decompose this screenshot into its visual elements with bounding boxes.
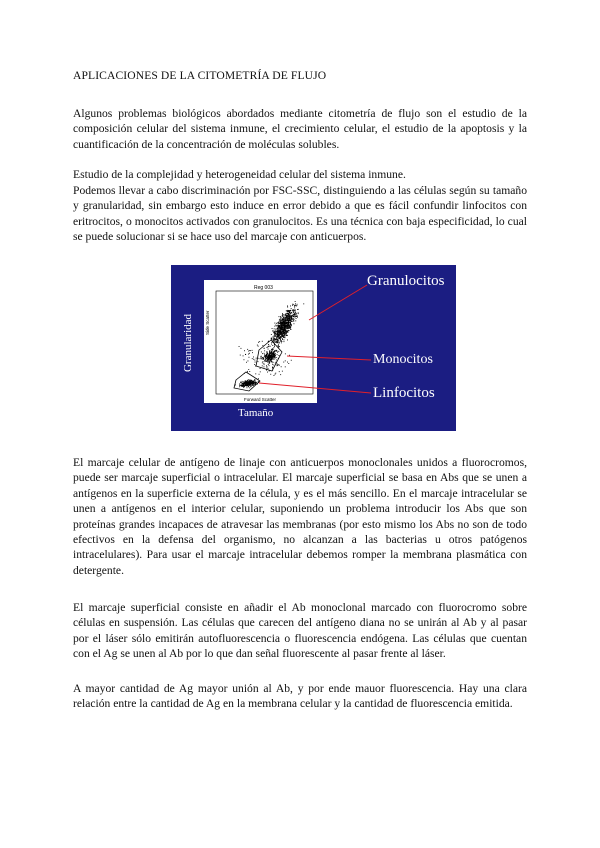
label-granulocitos: Granulocitos bbox=[367, 273, 445, 289]
paragraph-surface-marking: El marcaje superficial consiste en añadir el Ab monoclonal marcado con fluorocromo sobre células en suspensión. Las células que carecen del antígeno diana no se unirán al Ab y al pasar por el láser sólo emitirán autofluorescencia o fluorescencia endógena. Las células que cuentan con el Ag se unen al Ab por lo que dan señal fluorescente al pasar frente al láser. bbox=[73, 601, 527, 661]
paragraph-intro: Algunos problemas biológicos abordados mediante citometría de flujo son el estudio de la composición celular del sistema inmune, el crecimiento celular, el estudio de la apoptosis y la cuantificación de la concentración de moléculas solubles. bbox=[73, 107, 527, 151]
figure-axis-x-label: Tamaño bbox=[238, 407, 274, 419]
flow-cytometry-figure bbox=[171, 265, 456, 431]
paragraph-fsc-ssc: Podemos llevar a cabo discriminación por FSC-SSC, distinguiendo a las células según su tamaño y granularidad, sin embargo esto induce en error debido a que es fácil confundir linfocitos con eritrocitos, o monocitos activados con granulocitos. Es una técnica con baja especificidad, lo cual se puede solucionar si se hace uso del marcaje con anticuerpos. bbox=[73, 184, 527, 244]
plot-title: Reg 003 bbox=[254, 285, 273, 291]
plot-y-caption: Side Scatter bbox=[205, 310, 210, 335]
label-monocitos: Monocitos bbox=[373, 352, 433, 367]
paragraph-fluorescence: A mayor cantidad de Ag mayor unión al Ab, y por ende mauor fluorescencia. Hay una clara relación entre la cantidad de Ag en la membrana celular y la cantidad de fluorescencia emitida. bbox=[73, 682, 527, 711]
paragraph-heading-immune: Estudio de la complejidad y heterogeneidad celular del sistema inmune. bbox=[73, 168, 406, 181]
figure-axis-y-label: Granularidad bbox=[182, 313, 194, 373]
document-title: APLICACIONES DE LA CITOMETRÍA DE FLUJO bbox=[73, 69, 327, 82]
label-linfocitos: Linfocitos bbox=[373, 385, 435, 401]
paragraph-lineage-marking: El marcaje celular de antígeno de linaje con anticuerpos monoclonales unidos a fluorocromos, puede ser marcaje superficial o intracelular. El marcaje superficial se basa en Abs que se unen a antígenos en la superficie externa de la célula, y es el más sencillo. En el marcaje intracelular se unen a antígenos en el interior celular, suponiendo un problema introducir los Abs que son proteínas grandes incapaces de atravesar las membranas (por esto mismo los Abs no son de todo efectivos en la defensa del organismo, no alcanzan a las bacterias u otros patógenos intracelulares). Para usar el marcaje intracelular debemos romper la membrana plasmática con detergente. bbox=[73, 456, 527, 577]
plot-x-caption: Forward Scatter bbox=[244, 397, 277, 402]
